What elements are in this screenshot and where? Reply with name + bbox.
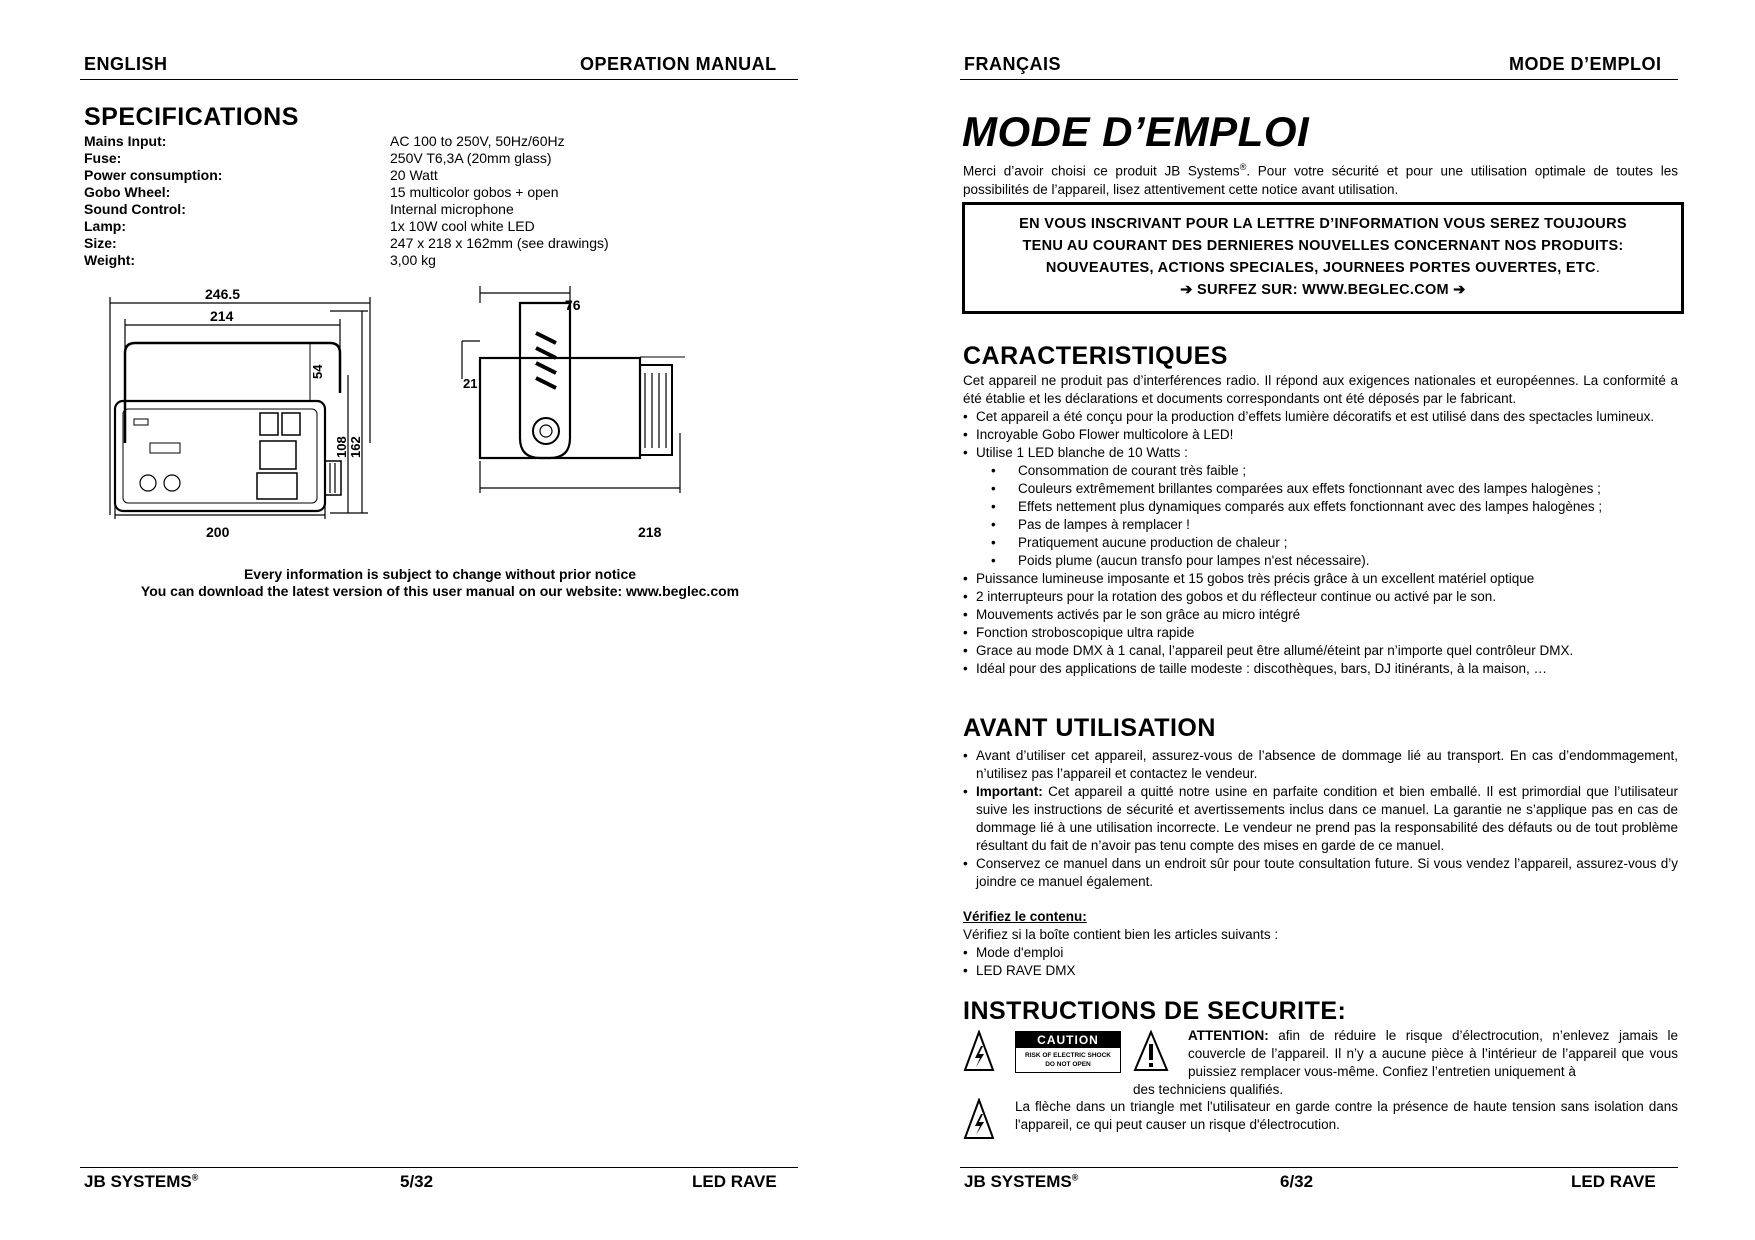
list-item: • Avant d’utiliser cet appareil, assurez-vous de l’absence de dommage lié au transport. En cas d’endommagement, n’utilisez pas l’appareil et contactez le vendeur. (963, 747, 1678, 783)
high-voltage-warning-icon (963, 1098, 995, 1140)
caution-subtitle: DO NOT OPEN (1045, 1061, 1091, 1068)
switch-icon (282, 413, 300, 435)
spec-value: Internal microphone (390, 201, 514, 217)
spec-key: Size: (84, 235, 117, 251)
header-language: FRANÇAIS (964, 54, 1061, 74)
dimension-drawing (100, 283, 780, 553)
caution-label (1015, 1031, 1121, 1073)
power-socket-icon (260, 441, 296, 469)
spec-key: Fuse: (84, 150, 122, 166)
list-item: • LED RAVE DMX (963, 962, 1678, 980)
header-language: ENGLISH (84, 54, 168, 74)
footer-product: LED RAVE (1571, 1172, 1656, 1191)
verif-text: Vérifiez si la boîte contient bien les articles suivants : (963, 927, 1279, 942)
list-item: • Puissance lumineuse imposante et 15 gobos très précis grâce à un excellent matériel optique (963, 570, 1678, 588)
header-rule (960, 79, 1678, 80)
right-page (877, 0, 1755, 1240)
footer-brand: JB SYSTEMS® (84, 1172, 199, 1191)
spec-value: 20 Watt (390, 167, 438, 183)
footer-page: 6/32 (1280, 1172, 1314, 1191)
intro-paragraph: Merci d’avoir choisi ce produit JB Systems®. Pour votre sécurité et pour une utilisation optimale de toutes les possibilités de l’appareil, lisez attentivement cette notice avant utilisation. (963, 162, 1679, 197)
spec-key: Gobo Wheel: (84, 184, 171, 200)
specs-heading: SPECIFICATIONS (84, 103, 299, 131)
spec-key: Lamp: (84, 218, 126, 234)
list-item: • Grace au mode DMX à 1 canal, l’appareil peut être allumé/éteint par n’importe quel contrôleur DMX. (963, 642, 1678, 660)
list-item: • Mode d'emploi (963, 944, 1678, 962)
exclamation-warning-icon (1133, 1030, 1169, 1072)
dim-label: 108 (334, 436, 349, 458)
attention-tail: des techniciens qualifiés. (1133, 1082, 1284, 1097)
spec-key: Sound Control: (84, 201, 186, 217)
avant-list (963, 747, 1678, 891)
spec-key: Mains Input: (84, 133, 167, 149)
list-item: • Mouvements activés par le son grâce au micro intégré (963, 606, 1678, 624)
high-voltage-warning-icon (963, 1030, 995, 1072)
download-notice: You can download the latest version of this user manual on our website: www.beglec.com (140, 583, 740, 599)
switch-icon (260, 413, 278, 435)
caracteristiques-list (963, 408, 1678, 678)
list-item: • Consommation de courant très faible ; (963, 462, 1678, 480)
caution-subtitle: RISK OF ELECTRIC SHOCK (1025, 1052, 1111, 1059)
left-page (0, 0, 877, 1240)
spec-value: 15 multicolor gobos + open (390, 184, 559, 200)
dim-label: 21 (463, 376, 478, 391)
list-item: • Pratiquement aucune production de chaleur ; (963, 534, 1678, 552)
change-notice: Every information is subject to change without prior notice (243, 566, 637, 582)
list-item: • Couleurs extrêmement brillantes comparées aux effets fonctionnant avec des lampes halogènes ; (963, 480, 1678, 498)
xlr-out-icon (164, 475, 180, 491)
front-body (115, 401, 325, 511)
dim-label: 76 (565, 297, 581, 313)
header-title: MODE D’EMPLOI (1509, 54, 1662, 74)
spec-key: Weight: (84, 252, 136, 268)
spec-value: 3,00 kg (390, 252, 436, 268)
dim-label: 246.5 (205, 286, 241, 302)
caution-title: CAUTION (1016, 1032, 1120, 1048)
knob-icon (533, 418, 559, 444)
newsletter-line: EN VOUS INSCRIVANT POUR LA LETTRE D’INFORMATION VOUS SEREZ TOUJOURS (1019, 216, 1627, 232)
newsletter-line: NOUVEAUTES, ACTIONS SPECIALES, JOURNEES PORTES OUVERTES, ETC. (1045, 260, 1601, 276)
footer-rule (80, 1167, 798, 1168)
verif-label: Vérifiez le contenu: (963, 909, 1087, 924)
verif-list (963, 944, 1678, 980)
list-item: • Pas de lampes à remplacer ! (963, 516, 1678, 534)
handle-outline (125, 343, 340, 443)
spec-value: 247 x 218 x 162mm (see drawings) (390, 235, 609, 251)
list-item: • 2 interrupteurs pour la rotation des gobos et du réflecteur continue ou activé par le son. (963, 588, 1678, 606)
list-item: • Important: Cet appareil a quitté notre usine en parfaite condition et bien emballé. Il est primordial que l’utilisateur suive les instructions de sécurité et avertissements inclus dans ce manuel. La garantie ne s’applique pas en cas de dommage lié à une utilisation incorrecte. Le vendeur ne prend pas la responsabilité des défauts ou de tout problème résultant du fait de n’avoir pas tenu compte des mises en garde de ce manuel. (963, 783, 1678, 855)
newsletter-link[interactable]: ➔ SURFEZ SUR: WWW.BEGLEC.COM ➔ (1180, 282, 1466, 298)
footer-rule (960, 1167, 1678, 1168)
list-item: • Incroyable Gobo Flower multicolore à LED! (963, 426, 1678, 444)
newsletter-line: TENU AU COURANT DES DERNIERES NOUVELLES CONCERNANT NOS PRODUITS: (1022, 238, 1624, 254)
spec-value: 250V T6,3A (20mm glass) (390, 150, 552, 166)
dim-label: 218 (638, 524, 662, 540)
list-item: • Conservez ce manuel dans un endroit sûr pour toute consultation future. Si vous vendez l’appareil, assurez-vous d’y joindre ce manuel également. (963, 855, 1678, 891)
list-item: • Poids plume (aucun transfo pour lampes n'est nécessaire). (963, 552, 1678, 570)
page-title: MODE D’EMPLOI (962, 108, 1310, 155)
spec-value: 1x 10W cool white LED (390, 218, 535, 234)
xlr-in-icon (140, 475, 156, 491)
list-item: • Cet appareil a été conçu pour la production d’effets lumière décoratifs et est utilisé dans des spectacles lumineux. (963, 408, 1678, 426)
attention-paragraph: ATTENTION: afin de réduire le risque d’électrocution, n’enlevez jamais le couvercle de l’appareil. Il n’y a aucune pièce à l’intérieur de l’appareil que vous puissiez remplacer vous-même. Confiez l’entretien uniquement à (1188, 1028, 1678, 1079)
dim-label: 162 (348, 436, 363, 458)
list-item: • Idéal pour des applications de taille modeste : discothèques, bars, DJ itinérants, à la maison, … (963, 660, 1678, 678)
newsletter-box (962, 202, 1684, 314)
spec-value: AC 100 to 250V, 50Hz/60Hz (390, 133, 565, 149)
footer-page: 5/32 (400, 1172, 434, 1191)
securite-heading: INSTRUCTIONS DE SECURITE: (963, 997, 1347, 1025)
dim-label: 214 (210, 308, 234, 324)
footer-brand: JB SYSTEMS® (964, 1172, 1079, 1191)
footer-product: LED RAVE (692, 1172, 777, 1191)
header-rule (80, 79, 798, 80)
dim-label: 54 (310, 364, 325, 379)
spec-key: Power consumption: (84, 167, 223, 183)
caracteristiques-heading: CARACTERISTIQUES (963, 342, 1228, 370)
power-inlet-icon (257, 473, 297, 499)
list-item: • Utilise 1 LED blanche de 10 Watts : (963, 444, 1678, 462)
fleche-paragraph: La flèche dans un triangle met l'utilisateur en garde contre la présence de haute tension sans isolation dans l'appareil, ce qui peut causer un risque d'électrocution. (1015, 1099, 1678, 1132)
caracteristiques-intro: Cet appareil ne produit pas d’interférences radio. Il répond aux exigences nationales et européennes. La conformité a été établie et les déclarations et documents correspondants ont été déposés par le fabricant. (963, 373, 1678, 406)
list-item: • Effets nettement plus dynamiques comparés aux effets fonctionnant avec des lampes halogènes ; (963, 498, 1678, 516)
list-item: • Fonction stroboscopique ultra rapide (963, 624, 1678, 642)
dim-label: 200 (206, 524, 230, 540)
avant-heading: AVANT UTILISATION (963, 714, 1216, 742)
side-body (480, 358, 640, 458)
header-title: OPERATION MANUAL (580, 54, 777, 74)
